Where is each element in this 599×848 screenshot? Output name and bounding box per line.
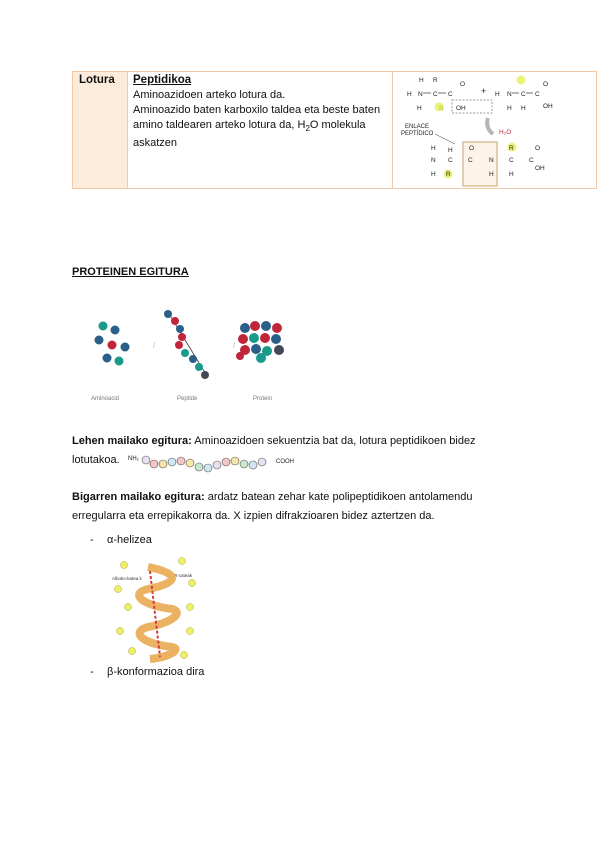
beta-conformation-label: β-konformazioa dira <box>107 666 205 678</box>
svg-text:R-cateak: R-cateak <box>174 573 193 578</box>
svg-text:Alboko-katea k: Alboko-katea k <box>112 576 142 581</box>
svg-text:R: R <box>509 145 514 152</box>
svg-text:H: H <box>431 171 436 178</box>
secondary-line-1: Bigarren mailako egitura: ardatz batean zehar kate polipeptidikoen antolamendu <box>72 491 473 503</box>
list-item-alpha-helix <box>90 534 152 546</box>
table-label-cell <box>73 72 128 188</box>
svg-text:C: C <box>535 91 540 98</box>
svg-text:+: + <box>481 86 487 96</box>
table-label: Lotura <box>79 74 115 86</box>
svg-text:H: H <box>448 147 453 154</box>
svg-text:H: H <box>489 171 494 178</box>
svg-text:ENLACE: ENLACE <box>405 124 430 130</box>
svg-text:C: C <box>509 157 514 164</box>
secondary-line-2: erregularra eta errepikakorra da. X izpien difrakzioaren bidez aztertzen da. <box>72 510 435 522</box>
primary-chain-figure <box>128 450 303 478</box>
svg-text:/: / <box>153 341 156 350</box>
svg-text:O: O <box>535 145 541 152</box>
svg-text:PEPTÍDICO: PEPTÍDICO <box>401 131 434 137</box>
primary-line-2: lotutakoa. <box>72 454 120 466</box>
svg-text:NH₂: NH₂ <box>128 456 139 462</box>
bullet: - <box>90 534 94 546</box>
svg-text:/: / <box>233 341 236 350</box>
svg-text:N: N <box>489 157 494 164</box>
svg-text:N: N <box>431 157 436 164</box>
svg-text:OH: OH <box>456 105 466 112</box>
table-title: Peptidikoa <box>133 74 192 86</box>
svg-text:COOH: COOH <box>276 459 294 465</box>
svg-text:O: O <box>460 81 466 88</box>
peptide-bond-table <box>72 71 597 189</box>
svg-text:C: C <box>529 157 534 164</box>
svg-text:H₂O: H₂O <box>499 129 512 136</box>
description-line-2: Aminoazido baten karboxilo taldea eta beste baten amino taldearen arteko lotura da, $H_2O$ molekula askatzen <box>133 104 381 150</box>
svg-text:H: H <box>431 145 436 152</box>
svg-text:H: H <box>509 171 514 178</box>
svg-text:R: R <box>433 77 438 84</box>
svg-text:C: C <box>433 91 438 98</box>
svg-text:C: C <box>521 91 526 98</box>
svg-text:N: N <box>507 91 512 98</box>
bullet: - <box>90 666 94 678</box>
svg-text:H: H <box>521 105 526 112</box>
list-item-beta-conformation <box>90 666 204 678</box>
svg-text:H: H <box>495 91 500 98</box>
svg-text:H: H <box>419 77 424 84</box>
svg-text:H: H <box>417 105 422 112</box>
svg-text:C: C <box>448 91 453 98</box>
svg-text:OH: OH <box>543 103 553 110</box>
svg-text:C: C <box>468 157 473 164</box>
svg-text:C: C <box>448 157 453 164</box>
secondary-structure-paragraph <box>72 488 522 526</box>
svg-text:H: H <box>507 105 512 112</box>
svg-text:N: N <box>418 91 423 98</box>
alpha-helix-figure <box>110 553 210 665</box>
section-title: PROTEINEN EGITURA <box>72 266 189 278</box>
svg-text:O: O <box>469 145 475 152</box>
description-line-1: Aminoazidoen arteko lotura da. <box>133 89 286 101</box>
alpha-helix-label: α-helizea <box>107 534 152 546</box>
svg-text:OH: OH <box>535 165 545 172</box>
label-protein: Protein <box>253 396 273 402</box>
primary-line-1: Lehen mailako egitura: Aminoazidoen sekuentzia bat da, lotura peptidikoen bidez <box>72 435 476 447</box>
protein-structure-figure <box>85 306 295 406</box>
label-aminoacid: Aminoacid <box>91 396 120 402</box>
peptide-bond-diagram <box>393 72 597 188</box>
svg-text:O: O <box>543 81 549 88</box>
table-description-cell <box>128 72 393 188</box>
peptide-bond-diagram-cell <box>393 72 597 188</box>
svg-text:H: H <box>407 91 412 98</box>
table-description <box>133 88 388 151</box>
svg-text:R: R <box>446 171 451 178</box>
label-peptide: Peptide <box>177 396 198 402</box>
